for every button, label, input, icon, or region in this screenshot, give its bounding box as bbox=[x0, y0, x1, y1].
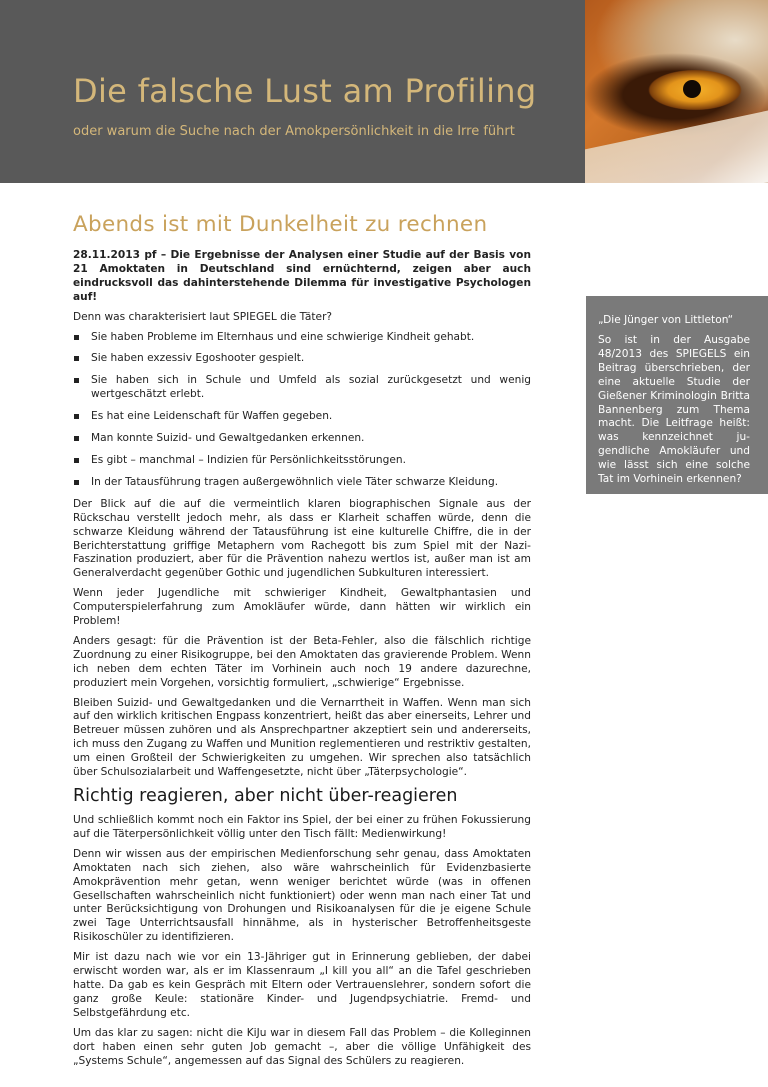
body-paragraph: Bleiben Suizid- und Gewaltgedanken und die Vernarrtheit in Waffen. Wenn man sich auf den wirklich kritischen Engpass konzentriert, heißt das aber einerseits, Lehrer und Betreuer müssen zuhören und als Ansprechpartner akzeptiert sein und andererseits, ich muss den Zugang zu Waffen und Munition reglementieren und restriktiv gestalten, um einen Großteil der Schwierigkeiten zu umgehen. Wir sprechen also tatsächlich über Schulsozialarbeit und Waffengesetzte, nicht über „Täterpsychologie“. bbox=[73, 696, 531, 779]
list-item: Sie haben sich in Schule und Umfeld als sozial zurückgesetzt und wenig wertgeschätzt erlebt. bbox=[73, 374, 531, 402]
fox-eye-image bbox=[585, 0, 768, 183]
header-band bbox=[0, 0, 768, 183]
body-paragraph: Anders gesagt: für die Prävention ist der Beta-Fehler, also die fälschlich richtige Zuordnung zu einer Risikogruppe, bei den Amoktaten das gravierende Problem. Wenn ich neben dem echten Täter im Vorhinein auch noch 19 andere dazurechne, produziert mein Vorgehen, vorsichtig formuliert, „schwierige“ Ergebnisse. bbox=[73, 634, 531, 689]
list-item: Sie haben exzessiv Egoshooter gespielt. bbox=[73, 352, 531, 366]
intro-paragraph: Denn was charakterisiert laut SPIEGEL die Täter? bbox=[73, 310, 333, 323]
fur-highlight bbox=[585, 107, 768, 183]
list-item: Es gibt – manchmal – Indizien für Persönlichkeitsstörungen. bbox=[73, 454, 531, 468]
section-heading-2: Richtig reagieren, aber nicht über-reagieren bbox=[73, 786, 458, 806]
sidebar-title: „Die Jünger von Littleton“ bbox=[598, 314, 734, 326]
lead-paragraph: 28.11.2013 pf – Die Ergebnisse der Analysen einer Studie auf der Basis von 21 Amoktaten in Deutschland sind ernüchternd, zeigen aber auch eindrucksvoll das dahinterstehende Dilemma für investigative Psychologen auf! bbox=[73, 249, 531, 303]
traits-list bbox=[73, 331, 531, 490]
body-paragraph: Wenn jeder Jugendliche mit schwieriger Kindheit, Gewaltphantasien und Computerspielerfahrung zum Amokläufer würde, dann hätten wir wirklich ein Problem! bbox=[73, 587, 531, 628]
section-heading-1: Abends ist mit Dunkelheit zu rechnen bbox=[73, 212, 488, 237]
list-item: In der Tatausführung tragen außergewöhnlich viele Täter schwarze Kleidung. bbox=[73, 476, 531, 490]
article-body bbox=[73, 212, 531, 1074]
sidebar-quote-box bbox=[586, 296, 768, 494]
sidebar-text: So ist in der Ausgabe 48/2013 des SPIEGELS ein Beitrag überschrieben, der eine aktuelle Studie der Gießener Kriminologin Britta Bannenberg zum Thema macht. Die Leitfrage heißt: was kennzeichnet jugendliche Amokläufer und wie lässt sich eine solche Tat im Vorhinein erkennen? bbox=[598, 334, 750, 486]
eye-pupil bbox=[683, 80, 701, 98]
body-paragraph: Und schließlich kommt noch ein Faktor ins Spiel, der bei einer zu frühen Fokussierung auf die Täterpersönlichkeit völlig unter den Tisch fällt: Medienwirkung! bbox=[73, 814, 531, 840]
body-paragraph: Der Blick auf die auf die vermeintlich klaren biographischen Signale aus der Rückschau verstellt jedoch mehr, als dass er Klarheit schaffen würde, denn die schwarze Kleidung während der Tatausführung ist eine kulturelle Chiffre, die in der Berichterstattung griffige Metaphern vom Rachegott bis zum Spiel mit der Nazi-Faszination produziert, aber für die Prävention nahezu wertlos ist, außer man ist am Generalverdacht gegenüber Gothic und jugendlichen Subkulturen interessiert. bbox=[73, 497, 531, 580]
page-title: Die falsche Lust am Profiling bbox=[73, 72, 537, 110]
page-subtitle: oder warum die Suche nach der Amokpersönlichkeit in die Irre führt bbox=[73, 124, 515, 139]
list-item: Es hat eine Leidenschaft für Waffen gegeben. bbox=[73, 410, 531, 424]
body-paragraph: Mir ist dazu nach wie vor ein 13-Jähriger gut in Erinnerung geblieben, der dabei erwischt worden war, als er im Klassenraum „I kill you all“ an die Tafel geschrieben hatte. Da gab es kein Gespräch mit Eltern oder Vertrauenslehrer, sondern sofort die ganz große Keule: stationäre Kinder- und Jugendpsychiatrie. Fremd- und Selbstgefährdung etc. bbox=[73, 951, 531, 1019]
body-paragraph: Denn wir wissen aus der empirischen Medienforschung sehr genau, dass Amoktaten Amoktaten nach sich ziehen, also wäre wahrscheinlich für Evidenzbasierte Amokprävention mehr getan, wenn weniger berichtet würde (was in offenen Gesellschaften wahrscheinlich nicht funktioniert) oder wenn man nach einer Tat und unter Berücksichtigung von Drohungen und Risikoanalysen für die je eigene Schule zwei Tage Unterrichtsausfall hinnähme, als in hysterischer Betroffenheitsgeste Risikoschüler zu identifizieren. bbox=[73, 847, 531, 944]
body-paragraph: Um das klar zu sagen: nicht die KiJu war in diesem Fall das Problem – die Kolleginnen dort haben einen sehr guten Job gemacht –, aber die völlige Unfähigkeit des „Systems Schule“, angemessen auf das Signal des Schülers zu reagieren. bbox=[73, 1026, 531, 1067]
list-item: Sie haben Probleme im Elternhaus und eine schwierige Kindheit gehabt. bbox=[73, 331, 531, 345]
list-item: Man konnte Suizid- und Gewaltgedanken erkennen. bbox=[73, 432, 531, 446]
